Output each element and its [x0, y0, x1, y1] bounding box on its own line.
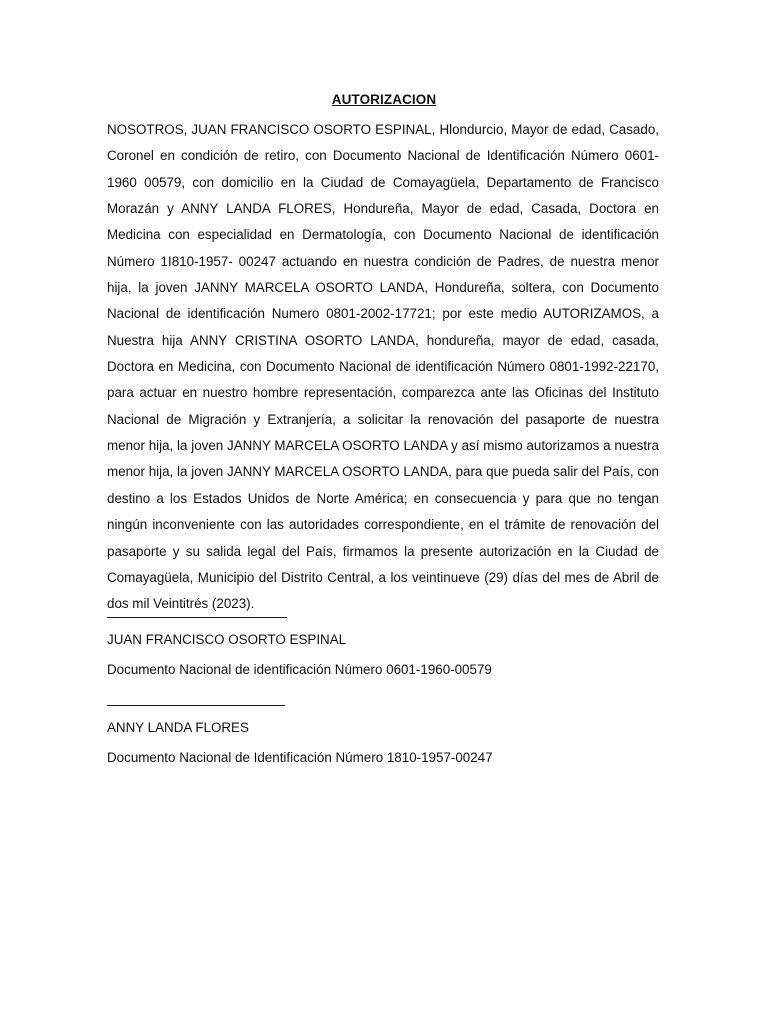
document-title: AUTORIZACION	[331, 92, 437, 107]
signatory-1-name: JUAN FRANCISCO OSORTO ESPINAL	[107, 632, 347, 647]
signature-line-1	[107, 617, 287, 618]
signatory-2-id: Documento Nacional de Identificación Número 1810-1957-00247	[107, 750, 493, 765]
signature-line-2	[107, 705, 285, 706]
signatory-2-name: ANNY LANDA FLORES	[107, 720, 249, 735]
authorization-body-paragraph: NOSOTROS, JUAN FRANCISCO OSORTO ESPINAL, Hlondurcio, Mayor de edad, Casado, Coronel en condición de retiro, con Documento Nacional de Identificación Número 0601-1960 00579, con domicilio en la Ciudad de Comayagüela, Departamento de Francisco Morazán y ANNY LANDA FLORES, Hondureña, Mayor de edad, Casada, Doctora en Medicina con especialidad en Dermatología, con Documento Nacional de identificación Número 1I810-1957- 00247 actuando en nuestra condición de Padres, de nuestra menor hija, la joven JANNY MARCELA OSORTO LANDA, Hondureña, soltera, con Documento Nacional de identificación Numero 0801-2002-17721; por este medio AUTORIZAMOS, a Nuestra hija ANNY CRISTINA OSORTO LANDA, hondureña, mayor de edad, casada, Doctora en Medicina, con Documento Nacional de identificación Número 0801-1992-22170, para actuar en nuestro hombre representación, comparezca ante las Oficinas del Instituto Nacional de Migración y Extranjería, a solicitar la renovación del pasaporte de nuestra menor hija, la joven JANNY MARCELA OSORTO LANDA y así mismo autorizamos a nuestra menor hija, la joven JANNY MARCELA OSORTO LANDA, para que pueda salir del País, con destino a los Estados Unidos de Norte América; en consecuencia y para que no tengan ningún inconveniente con las autoridades correspondiente, en el trámite de renovación del pasaporte y su salida legal del País, firmamos la presente autorización en la Ciudad de Comayagüela, Municipio del Distrito Central, a los veintinueve (29) días del mes de Abril de dos mil Veintitrés (2023).	[107, 122, 659, 612]
signatory-1-id: Documento Nacional de identificación Número 0601-1960-00579	[107, 662, 492, 677]
